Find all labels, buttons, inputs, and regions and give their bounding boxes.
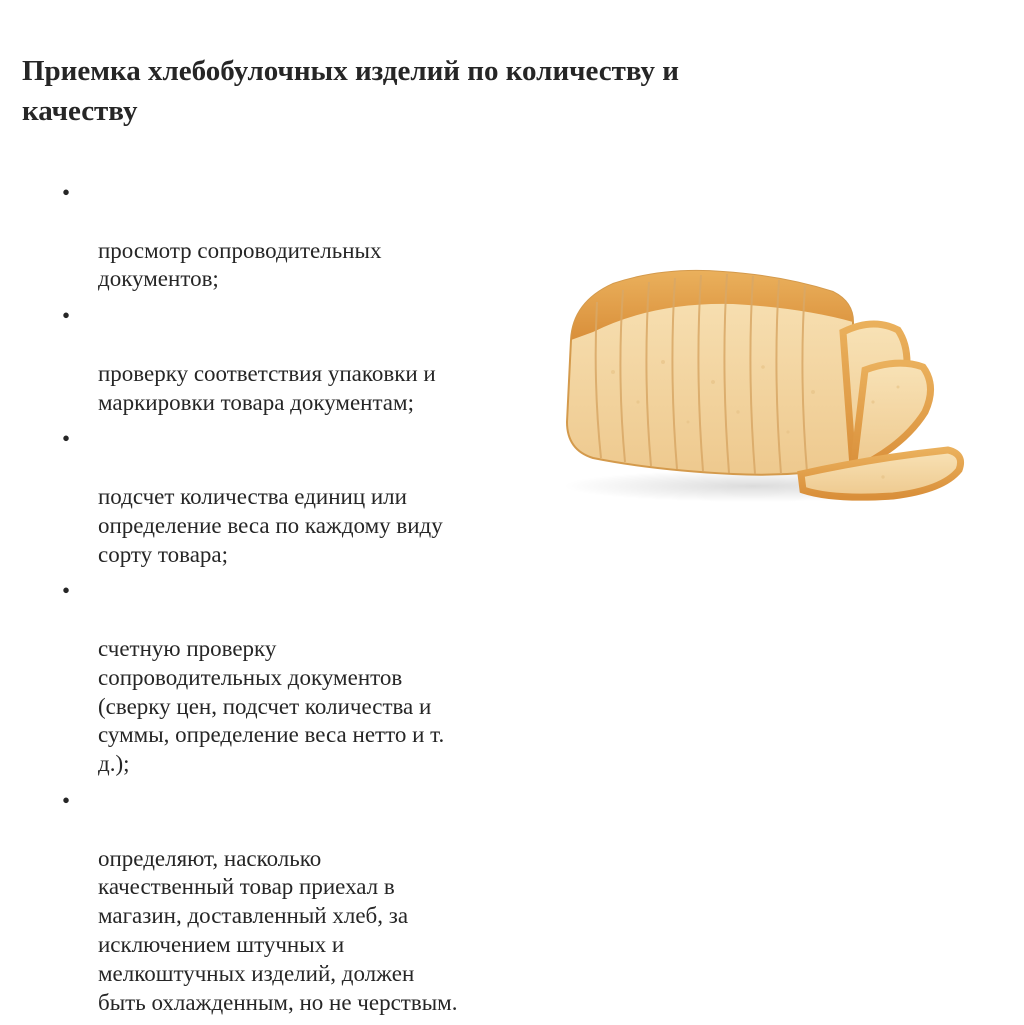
bullet-dot-icon: • <box>62 578 71 604</box>
bullet-item-quality-check <box>62 787 548 1017</box>
sliced-bread-loaf-icon <box>553 262 973 512</box>
bullet-dot-icon: • <box>62 426 71 452</box>
bullet-list <box>62 179 548 1025</box>
bullet-item-documents-review <box>62 179 548 294</box>
bullet-text: просмотр сопроводительных документов; <box>98 237 382 292</box>
bullet-text: подсчет количества единиц или определение веса по каждому виду сорту товара; <box>98 483 443 567</box>
bullet-dot-icon: • <box>62 180 71 205</box>
slide-title: Приемка хлебобулочных изделий по количеству и качеству <box>22 55 679 127</box>
bullet-dot-icon: • <box>62 787 71 813</box>
bullet-item-quantity-count <box>62 425 548 569</box>
bullet-text: определяют, насколько качественный товар приехал в магазин, доставленный хлеб, за исключением штучных и мелкоштучных изделий, должен быть охлажденным, но не черствым. <box>98 845 458 1015</box>
bullet-item-count-verification <box>62 577 548 779</box>
bullet-text: проверку соответствия упаковки и маркировки товара документам; <box>98 360 436 415</box>
bullet-text: счетную проверку сопроводительных документов (сверку цен, подсчет количества и суммы, определение веса нетто и т. д.); <box>98 635 445 777</box>
bullet-item-packaging-check <box>62 302 548 417</box>
bullet-dot-icon: • <box>62 303 71 329</box>
